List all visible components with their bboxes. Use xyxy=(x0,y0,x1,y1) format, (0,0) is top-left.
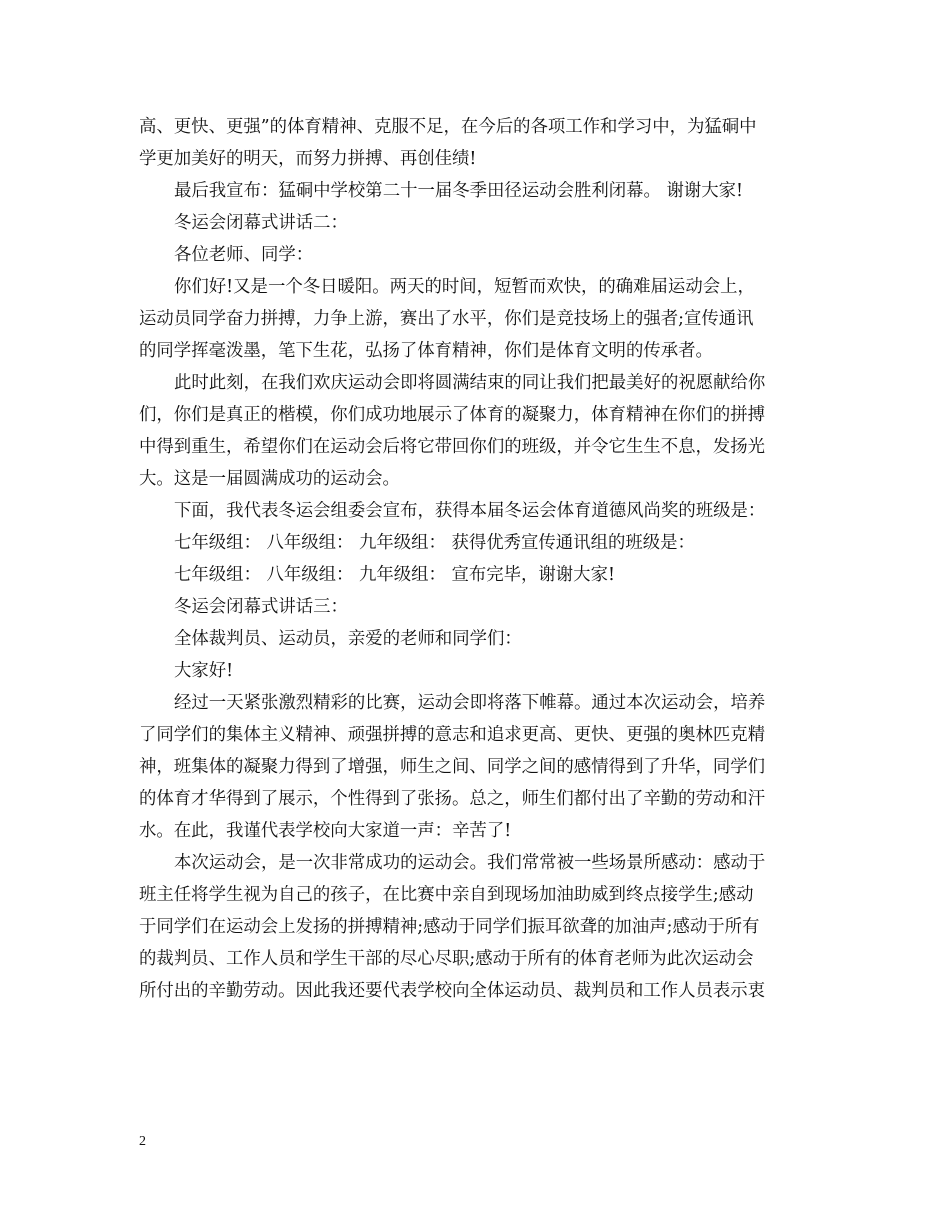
text-line: 本次运动会，是一次非常成功的运动会。我们常常被一些场景所感动：感动于 xyxy=(174,853,766,873)
text-line: 下面，我代表冬运会组委会宣布，获得本届冬运会体育道德风尚奖的班级是： xyxy=(174,501,766,521)
text-line: 的同学挥毫泼墨，笔下生花，弘扬了体育精神，你们是体育文明的传承者。 xyxy=(139,341,713,361)
text-line: 于同学们在运动会上发扬的拼搏精神;感动于同学们振耳欲聋的加油声;感动于所有 xyxy=(139,917,760,937)
page-number: 2 xyxy=(139,1134,146,1149)
text-line: 冬运会闭幕式讲话三： xyxy=(174,597,348,617)
text-line: 经过一天紧张激烈精彩的比赛，运动会即将落下帷幕。通过本次运动会，培养 xyxy=(174,693,766,713)
text-line: 了同学们的集体主义精神、顽强拼搏的意志和追求更高、更快、更强的奥林匹克精 xyxy=(139,725,766,745)
text-line: 各位老师、同学： xyxy=(174,245,314,265)
text-line: 高、更快、更强”的体育精神、克服不足，在今后的各项工作和学习中，为猛硐中 xyxy=(139,117,757,137)
text-line: 的体育才华得到了展示，个性得到了张扬。总之，师生们都付出了辛勤的劳动和汗 xyxy=(139,789,766,809)
text-line: 大。这是一届圆满成功的运动会。 xyxy=(139,469,400,489)
text-line: 的裁判员、工作人员和学生干部的尽心尽职;感动于所有的体育老师为此次运动会 xyxy=(139,949,754,969)
text-line: 最后我宣布：猛硐中学校第二十一届冬季田径运动会胜利闭幕。 谢谢大家! xyxy=(174,181,744,201)
text-line: 水。在此，我谨代表学校向大家道一声：辛苦了! xyxy=(139,821,512,841)
text-line: 所付出的辛勤劳动。因此我还要代表学校向全体运动员、裁判员和工作人员表示衷 xyxy=(139,981,766,1001)
text-line: 七年级组： 八年级组： 九年级组： 宣布完毕，谢谢大家! xyxy=(174,565,615,585)
document-body xyxy=(139,111,815,1007)
text-line: 全体裁判员、运动员，亲爱的老师和同学们： xyxy=(174,629,522,649)
text-line: 大家好! xyxy=(174,661,234,681)
text-line: 此时此刻，在我们欢庆运动会即将圆满结束的同让我们把最美好的祝愿献给你 xyxy=(174,373,766,393)
text-line: 你们好!又是一个冬日暖阳。两天的时间，短暂而欢快，的确难届运动会上， xyxy=(174,277,755,297)
text-line: 学更加美好的明天，而努力拼搏、再创佳绩! xyxy=(139,149,477,169)
text-line: 运动员同学奋力拼搏，力争上游，赛出了水平，你们是竞技场上的强者;宣传通讯 xyxy=(139,309,754,329)
text-line: 神，班集体的凝聚力得到了增强，师生之间、同学之间的感情得到了升华，同学们 xyxy=(139,757,766,777)
text-line: 七年级组： 八年级组： 九年级组： 获得优秀宣传通讯组的班级是： xyxy=(174,533,695,553)
text-line: 冬运会闭幕式讲话二： xyxy=(174,213,348,233)
text-line: 班主任将学生视为自己的孩子，在比赛中亲自到现场加油助威到终点接学生;感动 xyxy=(139,885,754,905)
text-line: 中得到重生，希望你们在运动会后将它带回你们的班级，并令它生生不息，发扬光 xyxy=(139,437,766,457)
text-line: 们，你们是真正的楷模，你们成功地展示了体育的凝聚力，体育精神在你们的拼搏 xyxy=(139,405,766,425)
